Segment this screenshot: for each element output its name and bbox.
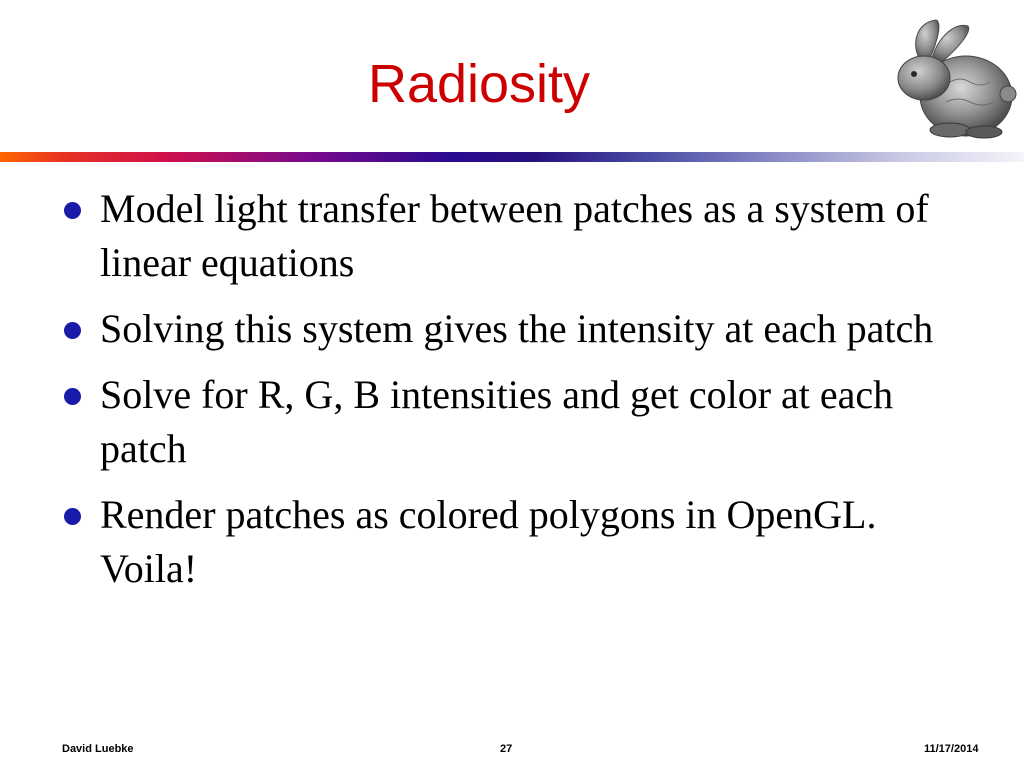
bullet-item bbox=[60, 302, 960, 356]
bullet-item bbox=[60, 182, 960, 290]
bullet-list bbox=[60, 182, 960, 608]
bullet-text: Solving this system gives the intensity at each patch bbox=[100, 306, 934, 351]
footer-page-number: 27 bbox=[500, 743, 513, 755]
bullet-icon bbox=[64, 508, 81, 525]
bullet-icon bbox=[64, 388, 81, 405]
footer-date: 11/17/2014 bbox=[924, 743, 979, 755]
slide-title: Radiosity bbox=[367, 54, 591, 114]
bullet-item bbox=[60, 488, 960, 596]
bullet-icon bbox=[64, 322, 81, 339]
footer-author: David Luebke bbox=[62, 743, 134, 755]
bullet-text: Render patches as colored polygons in OpenGL. Voila! bbox=[100, 492, 877, 591]
bullet-text: Solve for R, G, B intensities and get color at each patch bbox=[100, 372, 894, 471]
bullet-icon bbox=[64, 202, 81, 219]
title-divider bbox=[0, 152, 1024, 162]
stanford-bunny-icon bbox=[880, 12, 1020, 142]
bullet-item bbox=[60, 368, 960, 476]
bullet-text: Model light transfer between patches as a system of linear equations bbox=[100, 186, 929, 285]
